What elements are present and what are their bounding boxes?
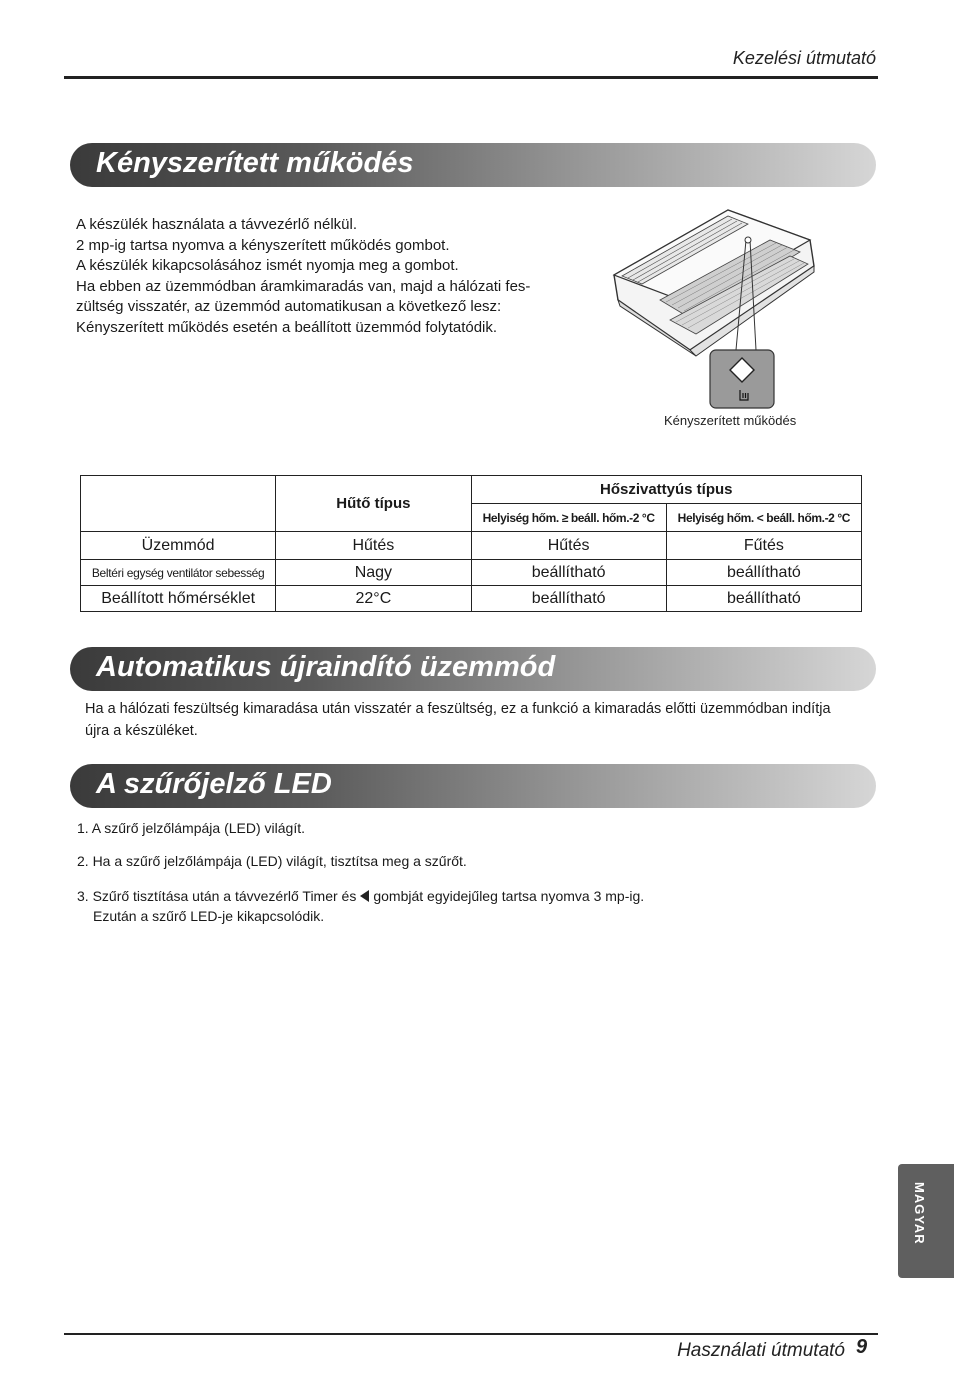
triangle-left-icon xyxy=(360,890,369,902)
table-cell: beállítható xyxy=(666,586,861,612)
table-row xyxy=(81,586,862,612)
table-cell: Hűtés xyxy=(471,532,666,560)
page-number: 9 xyxy=(856,1336,868,1358)
list-item-text: 3. Szűrő tisztítása után a távvezérlő Timer és xyxy=(77,888,357,904)
section-banner-forced-operation xyxy=(70,143,876,187)
cooling-type-header: Hűtő típus xyxy=(276,476,471,532)
table-cell: beállítható xyxy=(471,586,666,612)
section-banner-filter-led xyxy=(70,764,876,808)
list-item: 2. Ha a szűrő jelzőlámpája (LED) világít, tisztítsa meg a szűrőt. xyxy=(77,853,467,869)
section-heading: Kényszerített működés xyxy=(96,147,414,179)
footer-title: Használati útmutató xyxy=(677,1340,845,1361)
text-line: Ha ebben az üzemmódban áramkimaradás van, majd a hálózati fes- xyxy=(76,277,531,295)
list-item-text: gombját egyidejűleg tartsa nyomva 3 mp-ig. xyxy=(373,888,645,904)
table-cell: Fűtés xyxy=(666,532,861,560)
text-line: 2 mp-ig tartsa nyomva a kényszerített működés gombot. xyxy=(76,236,450,254)
language-tab-label: MAGYAR xyxy=(912,1182,927,1245)
section-heading: A szűrőjelző LED xyxy=(96,768,332,800)
table-cell: beállítható xyxy=(666,560,861,586)
forced-operation-text xyxy=(76,215,530,338)
section-banner-auto-restart xyxy=(70,647,876,691)
heatpump-type-header: Hőszivattyús típus xyxy=(471,476,862,504)
ceiling-unit-icon xyxy=(600,200,830,415)
list-item-continuation: Ezután a szűrő LED-je kikapcsolódik. xyxy=(93,908,325,924)
filter-led-item-3 xyxy=(77,886,644,926)
text-line: újra a készüléket. xyxy=(85,723,198,739)
table-row xyxy=(81,560,862,586)
header-rule xyxy=(64,76,878,79)
text-line: Kényszerített működés esetén a beállított üzemmód folytatódik. xyxy=(76,318,498,336)
footer-rule xyxy=(64,1333,878,1335)
text-line: A készülék használata a távvezérlő nélkül. xyxy=(76,216,357,233)
table-cell: Hűtés xyxy=(276,532,471,560)
row-label: Üzemmód xyxy=(81,532,276,560)
section-heading: Automatikus újraindító üzemmód xyxy=(96,651,556,683)
list-item: 1. A szűrő jelzőlámpája (LED) világít. xyxy=(77,820,305,836)
table-corner-cell xyxy=(81,476,276,532)
filter-led-item-2 xyxy=(77,851,467,871)
filter-led-item-1 xyxy=(77,818,305,838)
text-line: Ha a hálózati feszültség kimaradása után visszatér a feszültség, ez a funkció a kimaradás előtti üzemmódban indítja xyxy=(85,701,831,717)
condition-ge-header: Helyiség hőm. ≥ beáll. hőm.-2 °C xyxy=(471,504,666,532)
header-title: Kezelési útmutató xyxy=(732,48,876,68)
text-line: zültség visszatér, az üzemmód automatikusan a következő lesz: xyxy=(76,298,502,315)
language-tab xyxy=(898,1164,954,1278)
auto-restart-text xyxy=(85,698,831,742)
forced-operation-table xyxy=(80,475,862,612)
table-row xyxy=(81,532,862,560)
condition-lt-header: Helyiség hőm. < beáll. hőm.-2 °C xyxy=(666,504,861,532)
table-cell: beállítható xyxy=(471,560,666,586)
text-line: A készülék kikapcsolásához ismét nyomja meg a gombot. xyxy=(76,257,459,274)
figure-caption: Kényszerített működés xyxy=(664,413,797,428)
table-cell: 22°C xyxy=(276,586,471,612)
row-label: Beltéri egység ventilátor sebesség xyxy=(81,560,276,586)
table-cell: Nagy xyxy=(276,560,471,586)
row-label: Beállított hőmérséklet xyxy=(81,586,276,612)
